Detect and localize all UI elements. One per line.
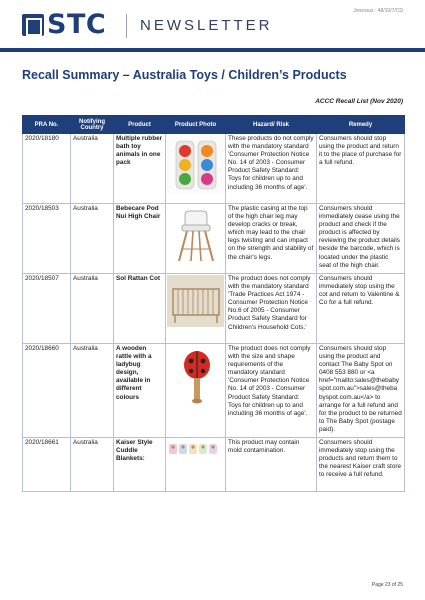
product-name: A wooden rattle with a ladybug design, available in different colours [114,344,166,438]
product-photo-cell [166,274,226,344]
newsletter-label: NEWSLETTER [140,17,273,34]
remedy-text: Consumers should immediately cease using the product and check if the product is affected by reviewing the product details beside the barcode, which is located under the plastic seat of the high chair. [317,204,405,274]
hazard-text: The plastic casing at the top of the high chair leg may develop cracks or break, which may lead to the chair legs twisting and can impact on the strength and stability of the chair's legs. [226,204,317,274]
notifying-country: Australia [71,438,114,492]
pra-number: 2020/18661 [23,438,71,492]
page-number: Page 23 of 25 [371,582,403,588]
header-rule [0,48,425,52]
product-photo-cell [166,134,226,204]
high-chair-photo [167,205,224,265]
col-header-remedy: Remedy [317,116,405,134]
recall-table [22,115,405,492]
table-row [23,134,405,204]
table-row [23,438,405,492]
table-header-row [23,116,405,134]
page-header [0,0,425,62]
hazard-text: The product does not comply with the size and shape requirements of the mandatory standard 'Consumer Protection Notice No. 14 of 2003 - Consumer Product Safety Standard: Toys for children up to and including 36 months of age'. [226,344,317,438]
notifying-country: Australia [71,134,114,204]
col-header-product: Product [114,116,166,134]
product-name: Bebecare Pod Nui High Chair [114,204,166,274]
remedy-text: Consumers should immediately stop using the products and return them to the nearest Kaiser craft store to receive a full refund. [317,438,405,492]
pra-number: 2020/18507 [23,274,71,344]
table-row [23,274,405,344]
product-name: Sol Rattan Cot [114,274,166,344]
recall-list-subtitle: ACCC Recall List (Nov 2020) [315,98,403,105]
doc-reference: Jonesrus : 48/10/7/CD [353,8,403,14]
bath-toys-photo [167,135,224,193]
logo-text: STC [47,9,107,40]
notifying-country: Australia [71,274,114,344]
product-photo-cell [166,204,226,274]
hazard-text: This product may contain mold contamination. [226,438,317,492]
hazard-text: The product does not comply with the mandatory standard 'Trade Practices Act 1974 - Consumer Protection Notice No.6 of 2005 - Consumer Product Safety Standard for Children's Household Cots.' [226,274,317,344]
remedy-text: Consumers should immediately stop using the cot and return to Valentine & Co for a full refund. [317,274,405,344]
hazard-text: These products do not comply with the mandatory standard 'Consumer Protection Notice No. 14 of 2003 - Consumer Product Safety Standard: Toys for children up to and including 36 months of age'. [226,134,317,204]
notifying-country: Australia [71,344,114,438]
pra-number: 2020/18180 [23,134,71,204]
cuddle-blankets-photo [167,439,224,459]
pra-number: 2020/18503 [23,204,71,274]
notifying-country: Australia [71,204,114,274]
col-header-photo: Product Photo [166,116,226,134]
product-name: Multiple rubber bath toy animals in one pack [114,134,166,204]
product-photo-cell [166,438,226,492]
table-row [23,204,405,274]
rattan-cot-photo [167,275,224,327]
stc-logo-icon [22,14,44,36]
col-header-pra: PRA No. [23,116,71,134]
product-photo-cell [166,344,226,438]
table-row [23,344,405,438]
product-name: Kaiser Style Cuddle Blankets: [114,438,166,492]
pra-number: 2020/18660 [23,344,71,438]
ladybug-rattle-photo [167,345,224,407]
header-divider [126,14,127,38]
col-header-hazard: Hazard/ Risk [226,116,317,134]
col-header-country: Notifying Country [71,116,114,134]
remedy-text: Consumers should stop using the product and contact The Baby Spot on 0408 553 880 or <a href="mailto:sales@thebaby spot.com.au">sales@theba byspot.com.au</a> to arrange for a full refund and for the product to be returned to The Baby Spot (postage paid). [317,344,405,438]
page-title: Recall Summary – Australia Toys / Children’s Products [22,68,347,82]
remedy-text: Consumers should stop using the product and return it to the place of purchase for a full refund. [317,134,405,204]
